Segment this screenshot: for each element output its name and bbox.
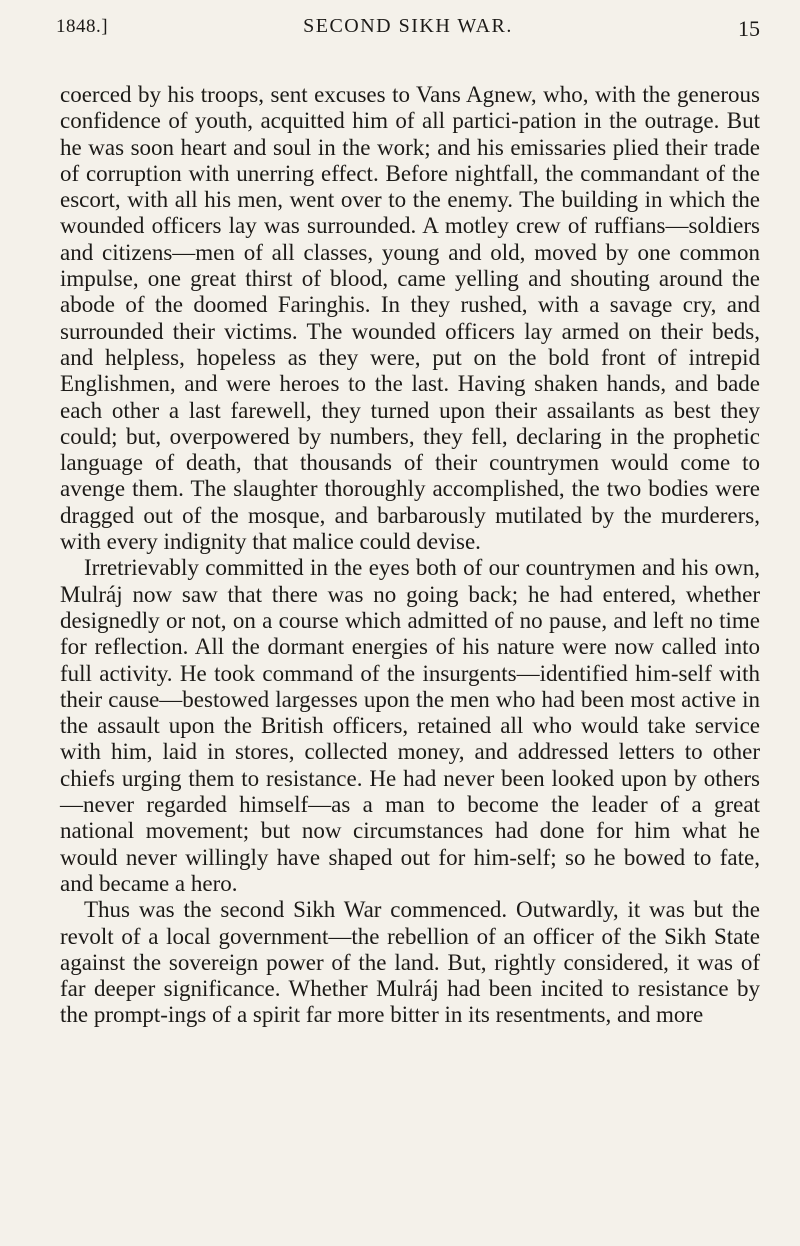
header-year: 1848.]: [56, 16, 109, 37]
running-header: [56, 10, 760, 46]
paragraph-3: Thus was the second Sikh War commenced. Outwardly, it was but the revolt of a local government—the rebellion of an officer of the Sikh State against the sovereign power of the land. But, rightly considered, it was of far deeper significance. Whether Mulráj had been incited to resistance by the prompt-ings of a spirit far more bitter in its resentments, and more: [60, 897, 760, 1028]
paragraph-1: coerced by his troops, sent excuses to Vans Agnew, who, with the generous confidence of youth, acquitted him of all partici-pation in the outrage. But he was soon heart and soul in the work; and his emissaries plied their trade of corruption with unerring effect. Before nightfall, the commandant of the escort, with all his men, went over to the enemy. The building in which the wounded officers lay was surrounded. A motley crew of ruffians—soldiers and citizens—men of all classes, young and old, moved by one common impulse, one great thirst of blood, came yelling and shouting around the abode of the doomed Faringhis. In they rushed, with a savage cry, and surrounded their victims. The wounded officers lay armed on their beds, and helpless, hopeless as they were, put on the bold front of intrepid Englishmen, and were heroes to the last. Having shaken hands, and bade each other a last farewell, they turned upon their assailants as best they could; but, overpowered by numbers, they fell, declaring in the prophetic language of death, that thousands of their countrymen would come to avenge them. The slaughter thoroughly accomplished, the two bodies were dragged out of the mosque, and barbarously mutilated by the murderers, with every indignity that malice could devise.: [60, 82, 760, 555]
header-title: SECOND SIKH WAR.: [303, 15, 513, 37]
page-number: 15: [738, 16, 760, 41]
body-text: [60, 82, 760, 1029]
paragraph-2: Irretrievably committed in the eyes both of our countrymen and his own, Mulráj now saw that there was no going back; he had entered, whether designedly or not, on a course which admitted of no pause, and left no time for reflection. All the dormant energies of his nature were now called into full activity. He took command of the insurgents—identified him-self with their cause—bestowed largesses upon the men who had been most active in the assault upon the British officers, retained all who would take service with him, laid in stores, collected money, and addressed letters to other chiefs urging them to resistance. He had never been looked upon by others—never regarded himself—as a man to become the leader of a great national movement; but now circumstances had done for him what he would never willingly have shaped out for him-self; so he bowed to fate, and became a hero.: [60, 555, 760, 896]
